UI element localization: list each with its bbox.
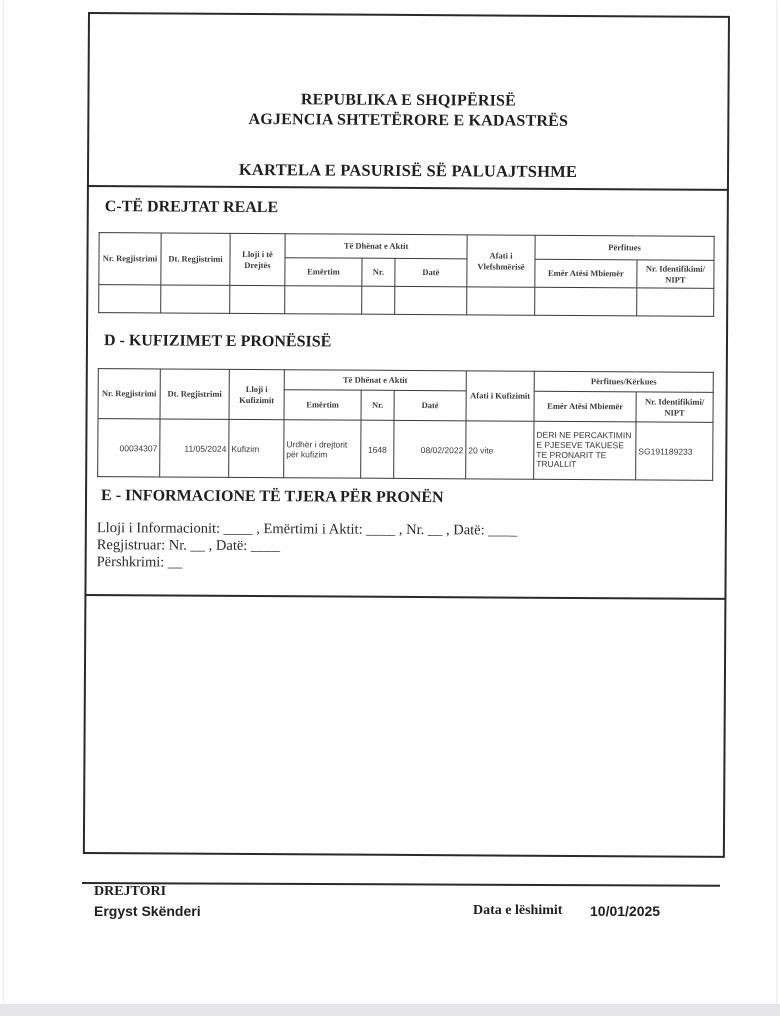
- cell-emer: DERI NE PERCAKTIMIN E PJESEVE TAKUESE TE PRONARIT TE TRUALLIT: [534, 421, 636, 480]
- col-emertim: Emërtim: [285, 258, 362, 286]
- header-republic: REPUBLIKA E SHQIPËRISË: [300, 91, 517, 110]
- col-nipt: Nr. Identifikimi/ NIPT: [637, 260, 714, 288]
- issue-date-label: Data e lëshimit: [473, 903, 563, 918]
- cell-nr: [362, 286, 395, 314]
- col-emertim: Emërtim: [284, 390, 361, 420]
- issue-date-value: 10/01/2025: [590, 903, 661, 919]
- col-dt-regjistrimi: Dt. Regjistrimi: [161, 233, 230, 285]
- signatory-role: DREJTORI: [94, 884, 167, 899]
- section-d-table: [97, 368, 714, 481]
- signatory-name: Ergyst Skënderi: [94, 903, 201, 919]
- col-group-te-dhenat: Të Dhënat e Aktit: [285, 234, 467, 259]
- section-c-table: [98, 232, 714, 317]
- cell-afati: 20 vite: [466, 421, 534, 479]
- next-page-edge: [4, 1016, 776, 1024]
- cell-dt-regjistrimi: [161, 285, 230, 313]
- cell-nr: 1648: [361, 420, 394, 478]
- col-date: Datë: [394, 390, 466, 420]
- cell-date: 08/02/2022: [394, 420, 466, 478]
- cell-emertim: Urdhër i drejtorit për kufizim: [284, 420, 361, 478]
- cell-nipt: [637, 288, 714, 316]
- section-e-divider: [84, 594, 726, 600]
- section-e-title: E - INFORMACIONE TË TJERA PËR PRONËN: [100, 487, 444, 507]
- col-lloji: Lloji i Kufizimit: [229, 369, 284, 419]
- cell-nr-regjistrimi: [99, 285, 161, 313]
- col-emer: Emër Atësi Mbiemër: [534, 391, 636, 422]
- table-row: [98, 419, 713, 481]
- col-nr-regjistrimi: Nr. Regjistrimi: [99, 233, 161, 285]
- col-lloji: Lloji i të Drejtës: [230, 233, 285, 285]
- cell-emertim: [285, 286, 362, 314]
- cell-lloji: Kufizim: [229, 419, 284, 477]
- section-c-title: C-TË DREJTAT REALE: [104, 198, 279, 217]
- cell-dt-regjistrimi: 11/05/2024: [160, 419, 229, 477]
- col-nr: Nr.: [362, 258, 395, 286]
- cell-afati: [467, 287, 535, 315]
- col-nipt: Nr. Identifikimi/ NIPT: [636, 392, 713, 422]
- cell-lloji: [230, 285, 285, 313]
- col-nr-regjistrimi: Nr. Regjistrimi: [98, 369, 160, 419]
- header-agency: AGJENCIA SHTETËRORE E KADASTRËS: [248, 110, 569, 130]
- col-afati: Afati i Vlefshmërisë: [467, 235, 535, 287]
- col-afati: Afati i Kufizimit: [466, 371, 534, 421]
- info-line-description: Përshkrimi: __: [96, 554, 183, 571]
- title-divider: [87, 185, 729, 191]
- col-dt-regjistrimi: Dt. Regjistrimi: [160, 369, 229, 419]
- document-frame: [83, 12, 730, 858]
- col-group-perfitues: Përfitues: [535, 235, 714, 260]
- document-title: KARTELA E PASURISË SË PALUAJTSHME: [238, 159, 578, 181]
- col-emer: Emër Atësi Mbiemër: [535, 259, 637, 288]
- info-line-type: Lloji i Informacionit: ____ , Emërtimi i Aktit: ____ , Nr. __ , Datë: ____: [96, 520, 518, 539]
- col-group-perfitues: Përfitues/Kërkues: [534, 371, 713, 392]
- section-d-title: D - KUFIZIMET E PRONËSISË: [103, 332, 332, 351]
- col-date: Datë: [395, 258, 467, 286]
- cell-nr-regjistrimi: 00034307: [98, 419, 160, 477]
- cell-nipt: SG191189233: [636, 422, 713, 480]
- cell-date: [395, 286, 467, 314]
- col-nr: Nr.: [361, 390, 394, 420]
- cell-emer: [535, 287, 637, 316]
- info-line-registered: Regjistruar: Nr. __ , Datë: ____: [96, 537, 281, 555]
- col-group-te-dhenat: Të Dhënat e Aktit: [284, 370, 466, 391]
- page-separator: [0, 1004, 780, 1016]
- table-row: [99, 285, 714, 317]
